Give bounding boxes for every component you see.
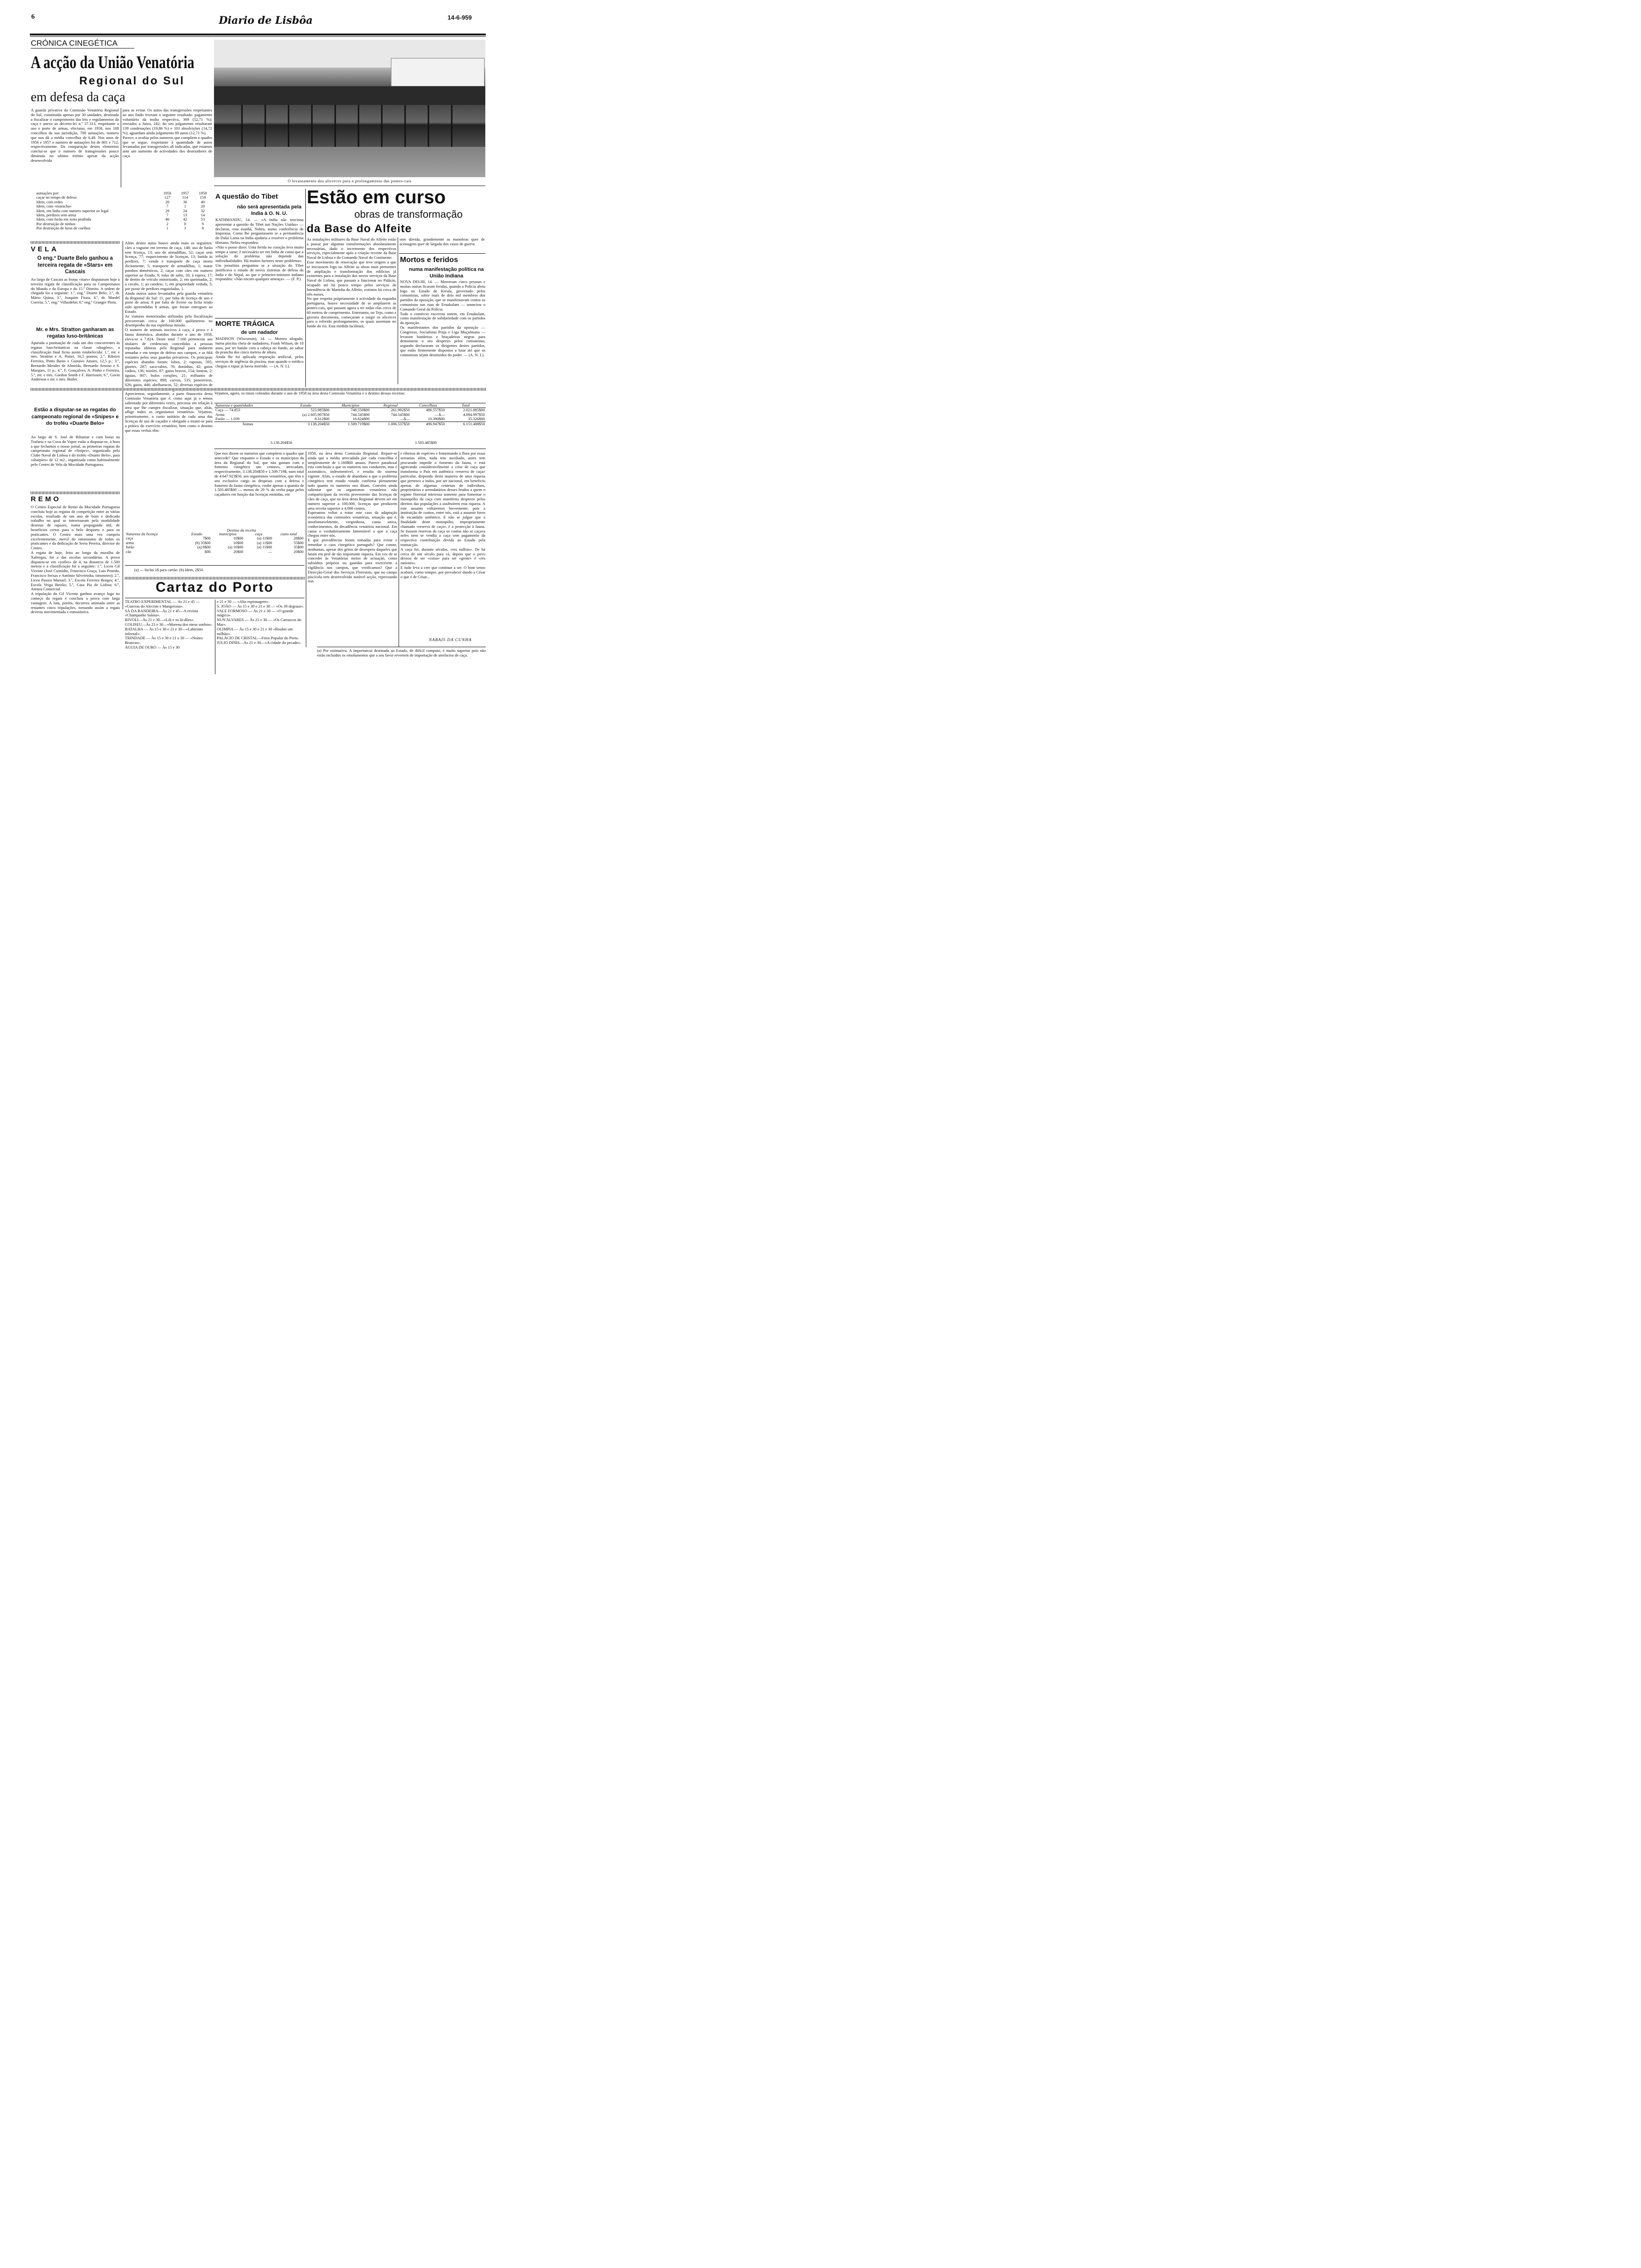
- cell: Idem, em linha com numero superior ao legal: [36, 208, 109, 213]
- footnote: (a) Por estimativa. A importancia destinada ao Estado, de difícil computo, é muito superior pois não estão incluidos os emolumentos que a seu favor revertem de importação de artefactos de caça.: [317, 649, 486, 657]
- cell: 7$00: [202, 536, 211, 541]
- cell: (a) 11$00: [257, 545, 272, 550]
- cell: Municipios: [341, 403, 359, 408]
- cell: 35$00: [293, 545, 303, 550]
- cell: 20: [200, 204, 205, 209]
- cartaz-title: Cartaz do Porto: [155, 580, 274, 595]
- mortos-subhead: numa manifestação política na União Indiana: [409, 267, 484, 279]
- cell: 1957: [181, 191, 189, 195]
- cell: 20$00: [233, 549, 243, 554]
- cell: —$—: [434, 412, 445, 417]
- spacer: [132, 466, 216, 522]
- cell: —: [268, 549, 272, 554]
- morte-subhead: de um nadador: [241, 330, 278, 335]
- cell: 42: [183, 217, 187, 222]
- tibet-headline: A questão do Tibet: [215, 193, 278, 201]
- cell: 1956: [163, 191, 172, 195]
- cell: 7: [166, 204, 169, 209]
- cell: Por destruição de ninhos: [36, 221, 76, 226]
- cell: Idem, perdizes sem arma: [36, 213, 76, 218]
- cartaz-col2: e 21 e 30 — «Alta espionagem». S. JOÃO — Às 15 e 30 e 21 e 30 — «Os 39 degraus». VALE FORMOSO — Às 21 e 30 — «O grande mágico». NUN'ÁLVARES — Às 21 e 30 — «Os Carrascos do Mar». OLIMPIA — Às 15 e 30 e 21 e 30 «Roubei um milhão». PALÁCIO DE CRISTAL—Feira Popular do Porto. JULIO DINIS—Às 21 e 30—«A cidade do pecado».: [217, 600, 304, 645]
- cell: 9: [201, 221, 204, 226]
- cell: 744.545$00: [351, 412, 370, 417]
- cell: autuações por:: [36, 191, 60, 195]
- cell: 10$00: [233, 536, 243, 541]
- tibet-body: KATHMANDU, 14. — «A India não tenciona apresentar a questão do Tibet nas Nações Unidas» — declarou, esta manhã, Nehru, numa conferência de Imprensa. Como lhe perguntassem se a permanência do Dalai Lama na India ajudaria a resolver o problema tibetano, Nehru respondeu: «Não o posso dizer. Uma ferida no coração leva muito tempo a sarar; é necessário ter em linha de conta que a solução do problema não depende das individualidades. Há muitos factores neste problema». Um jornalista perguntou se a situação do Tibet justificava o estudo de novos sistemas de defesa da India e do Nepal, ao que o primeiro-ministro indiano respondeu: «Não encaro qualquer ameaça». — (F. P.).: [215, 218, 303, 282]
- section-vela: VELA: [31, 245, 59, 253]
- cell: 10.390$00: [427, 416, 445, 422]
- section-remo: REMO: [31, 495, 61, 503]
- cell: 486.557$50: [426, 408, 445, 413]
- page-date: 14-6-959: [448, 14, 472, 21]
- cell: Natureza e quantidades: [215, 403, 253, 408]
- cell: Furão — 1.039: [215, 416, 240, 422]
- table-row: [214, 413, 486, 417]
- cell: 40: [200, 199, 205, 204]
- vela-headline-3: Estão a disputar-se as regatas do campeonato regional de «Snipes» e do troféu «Duarte Belo»: [31, 407, 119, 426]
- table-row: [125, 532, 304, 536]
- photo-caption: O levantamento dos alicerces para o prolongamento das pontes-cais: [288, 179, 412, 183]
- cell: Total: [462, 403, 470, 408]
- headline-3: em defesa da caça: [31, 90, 125, 104]
- cell: 127: [164, 195, 171, 200]
- alfeite-col1: As instalações militares da Base Naval do Alfeite estão a passar por algumas transformações absolutamente necessárias, dado o incremento dos respectivos serviços, especialmente após a criação recente da Base Naval de Lisboa e do Comando Naval do Continente. Esse movimento de renovação que teve origem a que se iniciassem logo no Alfeite as obras mais prementes de ampliação e transformação dos edifícios já existentes para a instalação dos novos serviços da Base Naval de Lisboa, que passam a funcionar no Palácio, ocupado até há pouco tempo pelos serviços da Intendência de Marinha do Alfeite, extintos há cerca de três meses. No que respeita pròpriamente à actividade da esquadra portuguesa, houve necessidade de se ampliarem as pontes-cais, que passam agora a ter todas elas cerca de 60 metros de comprimento. Entretanto, no Tejo, como a gravura documenta, começaram a surgir os alicerces para o referido prolongamento, os quais assentam no fundo do rio. Esta medida facilitará,: [307, 237, 396, 329]
- cell: furão: [126, 545, 134, 550]
- cell: 13: [183, 213, 187, 218]
- table-row: [125, 545, 304, 549]
- cell: 1: [166, 226, 169, 231]
- cell: 55$00: [293, 540, 303, 545]
- cell: Regional: [383, 403, 398, 408]
- table-row: [125, 550, 304, 554]
- cronica-col-e: e ribeiras de espécies e fomentando a flora por essas serranias além, nada tem auxiliado, antes tem procurado impedir o fomento da fauna, e está agravando consideravelmente a crise de caça que transforma o País em autêntica «reserva de caça» particular, dispondo desta maneira de uma riqueza que pertence a todos, por ser nacional, em beneficio apenas de algumas centenas de individuos, proprietários e arrendatários desses feudos a quem o regime florestal interessa somente para fomentar o monopólio da caça com manifesto desprezo pelos direitos das populações a usufruírem esta riqueza. A este assunto voltaremos brevemente, pois a instituição de coutos, entre nós, está a assumir foros de escandalo autêntico. E não se julgue que a finalidade deste monopólio, impropriamente chamado «reserva de caça», é a protecção à fauna. Se fossem reservas de caça os coutos não se caçava neles nem se vendia a caça sem pagamento da respectiva contribuição devida ao Estado pela transacção. A caça foi, durante séculos, «res nullius». De há cerca de um século para cá, depois que o povo deixou de ser «coisa» para ser «gente» é «res nationis». E tudo leva a crer que continue a ser. O bom senso acabará, como sempre, por prevalecer dando a César o que é de César...: [400, 451, 485, 579]
- table-row: [125, 541, 304, 545]
- autuacoes-table: [35, 191, 212, 231]
- cronica-col1: A guarda privativa da Comissão Venatória Regional do Sul, constituida apenas por 30 unidades, destinada a fiscalizar o cumprimento das leis e regulamentos da caça e anexo ao decreto-lei n.º 37.313, respeitante a uso e porte de armas, efectuou, em 1958, nos 108 concelhos da sua jurisdição, 700 autuações, numero que nos dá a média concelhia de 6,48. Nos anos de 1956 e 1957 o numero de autuações foi de 801 e 712, respectivamente. Da comparação destes elementos conclui-se que o numero de transgressões pouco diminuiu no ultimo triénio apesar da acção desenvolvida: [31, 108, 119, 163]
- cell: 29: [165, 208, 170, 213]
- mortos-body: NOVA DELHI, 14. — Morreram cinco pessoas e muitas outras ficaram feridas, quando a Polícia abriu fogo no Estado de Kerala, governado pelos comunistas, sobre mais de dois mil membros dos partidos da oposição, que se manifestavam contra os comunistas nas ruas de Ernakulam — anunciou o Comando Geral da Polícia. Todo o comércio encerrou ontem, em Ernakulam, como manifestação de solidariedade com os partidos da oposição. Os manifestantes dos partidos da oposição — Congresso, Socialistas Praja e Liga Muçulmana — levaram bandeiras e braçadeiras negras para demonstrar o seu desprezo pelos comunistas, segundo declararam os dirigentes destes partidos, que estão firmemente dispostos a lutar até que os comunistas sejam destituidos do poder. — (A. N. I.).: [400, 280, 485, 357]
- cell: custo total: [280, 532, 297, 536]
- cell: caçar no tempo de defeso: [36, 195, 77, 200]
- remo-body: O Centro Especial de Remo da Mocidade Portuguesa concluiu hoje as regatas de competição entre as várias escolas, resultado de um ano de bom e dedicado trabalho no qual se interessaram pela modalidade dezenas de rapazes, numa propaganda útil, de beneficios certos para o belo desporto e para os praticantes. O Centro mais uma vez cumpriu excelentemente, mercê do entusiasmo de todos os praticantes e da dedicação de Serra Pereira, director do Centro. A regata de hoje, feita ao longo da muralha de Xabregas, foi a das escolas secundárias. A prova disputou-se em «yolles» de 4, na distancia de 1.500 metros e a classificação foi a seguinte: 1.º, Liceu Gil Vicente (José Custódio, Francisco Graça, Luis Penedo, Francisco Seixas e António Silveirinha, timoneiro); 2.º, Liceu Passos Manuel; 3.º, Escola Ferreira Borges; 4.º, Escola Veiga Beirão; 5.º, Casa Pia de Lisboa; 6.º, Ateneu Comercial. A tripulação do Gil Vicente ganhou avanço logo no começo da regata e concluiu a prova com larga vantagem. A luta, porém, decorreu animada entre as restantes cinco tripulações, tornando assim a regata deveras movimentada e entusiástica.: [31, 505, 120, 615]
- table-row: [214, 408, 486, 413]
- cell: Estado: [300, 403, 311, 408]
- cell: Idem, com furão em zona proibida: [36, 217, 91, 222]
- cell: Arma: [215, 412, 225, 417]
- cell: 46: [165, 217, 170, 222]
- cell: 14: [200, 213, 205, 218]
- headline: A acção da União Venatória: [31, 53, 194, 72]
- cell: (b) 35$00: [195, 540, 211, 545]
- morte-headline: MORTE TRÁGICA: [215, 320, 275, 328]
- vela-body-3: Ao largo de S. José de Ribamar e com boias na Trafaria e na Cova do Vapor estão a disputar-se, à hora a que fechamos o nosso jornal, as primeiras regatas do campeonato regional de «Snipes», organizado pelo Clube Naval de Lisboa e do troféu «Duarte Belo», para «sharpies» de 12 m2., organizada como habitualmente pelo Centro de Vela da Mocidade Portuguesa.: [31, 435, 120, 467]
- divider: [31, 241, 120, 244]
- cell: (a) 16$00: [228, 545, 243, 550]
- masthead-title: Diario de Lisbôa: [219, 14, 313, 27]
- alfeite-col2: sem dúvida, grandemente as manobras quer de acostagem quer de largada dos vasos de guerra.: [400, 237, 485, 246]
- pier-image: [214, 40, 485, 177]
- divider: [31, 491, 120, 494]
- cell: Estado: [191, 532, 202, 536]
- vela-headline-2: Mr. e Mrs. Stratton ganharam as regatas luso-britânicas: [36, 327, 114, 339]
- table-row: [214, 403, 486, 408]
- cell: 20$00: [293, 549, 303, 554]
- page-number: 6: [31, 13, 35, 21]
- section-kicker: CRÓNICA CINEGÉTICA: [31, 39, 118, 48]
- license-note: (a) — Inclui 1$ para cartão. (b) Idem, 2$50.: [134, 567, 204, 572]
- cell: 32: [200, 208, 205, 213]
- cell: Concelhias: [419, 403, 437, 408]
- cell: 748.550$00: [351, 408, 370, 413]
- cell: 523.985$00: [310, 408, 330, 413]
- cell: 8.312$00: [314, 416, 330, 422]
- cell: (a) 11$00: [257, 540, 272, 545]
- vela-body-2: Apurada a pontuação de cada um dos concorrentes às regatas luso-britanicas na classe «dragões», a classificação final ficou assim estabelecida: 1.º, mr. e mrs. Stratton e A. Potier, 16,5 pontos; 2.º, Ribeiro Ferreira, Pinto Basto e Gustavo Amaro, 12,5 p.; 3.º, Bernardo Mendes de Almeida, Bernardo Arnoso e S. Marques, 11 p.; 4.º, F. Gonçalves, A. Pinho e Ferreira, 5.º, mr. e mrs. Gordon Smith e F. Harrisson; 6.º, Gavin Anderson e mr. e mrs. Butler.: [31, 341, 120, 382]
- cell: 7: [166, 213, 169, 218]
- cell: cão: [126, 549, 131, 554]
- table-row: [214, 422, 486, 426]
- rule: [399, 253, 485, 254]
- cell: 2: [166, 221, 169, 226]
- cell: 1.006.537$50: [388, 421, 410, 426]
- cell: Por destruição de luras de coelhos: [36, 226, 90, 231]
- cell: 496.947$50: [426, 421, 445, 426]
- cell: 158: [200, 195, 206, 200]
- table-row: [125, 536, 304, 540]
- cell: (a) 2.605.907$50: [302, 412, 330, 417]
- cell: Somas: [242, 421, 253, 426]
- cronica-col-c: Que nos dizem os numeros que compõem o quadro que antecede? Que enquanto o Estado e os municípios da área da Regional do Sul, que não gastam com o fomento cinegético um centavo, arrecadam, respectivamente, 3.138.204$50 e 1.509.719$, num total de 4.647.923$50, aos organismos venatórios, que têm o seu exclusivo cargo as despesas com a defesa e fomento da fauna cinegética, coube apenas a quantia de 1.503.485$00 — menos de 20 % da verba paga pelos caçadores em função das licenças emitidas, em: [214, 451, 304, 497]
- cell: 20: [165, 199, 170, 204]
- cell: 114: [182, 195, 188, 200]
- morte-body: MADISON (Wisconsin), 14. — Morreu afogado, numa piscina cheia de nadadores, Frank Wilson, de 18 anos, por ter batido com a cabeça no fundo, ao saltar da prancha dos cinco metros de altura. Ainda lhe foi aplicada respiração artificial, pelos serviços de urgência da piscina, mas quando o médico chegou o rapaz já havia morrido. — (A. N. I.).: [215, 337, 303, 368]
- masthead-rule: [30, 34, 486, 35]
- cell: 16.624$00: [352, 416, 370, 422]
- cell: Caça — 74.853: [215, 408, 241, 413]
- fin-intro: Vejamos, agora, os totais cobrados durante o ano de 1958 na área desta Comissão Venatória e o destino dessas receitas:: [214, 391, 406, 395]
- cell: $00: [204, 549, 211, 554]
- harbour-photo: [214, 40, 485, 177]
- vela-body-1: Ao largo de Cascais as frotas «stars» disputaram hoje a terceira regata de classificação para os Campeonatos do Mundo e da Europa e do 15.º Distrito. A ordem de chegada foi a seguinte: 1.º, eng.º Duarte Belo; 2.º, dr. Mário Quina; 3.º, Joaquim Fiuza; 4.º, dr. Mardel Correia; 5.º, eng.º Villardebó; 6.º eng.º Granger Pinto.: [31, 277, 120, 304]
- cell: (a) 8$00: [197, 545, 211, 550]
- table-row: [35, 226, 212, 230]
- cell: caça: [126, 536, 133, 541]
- cell: Idem, com «maracha»: [36, 204, 72, 209]
- cronica-col2: para as evitar. Os autos das transgressões respeitantes ao ano findo tiveram o seguinte resultado: pagamento voluntário da multa respectiva, 369 (52,71 %); enviados a Juizo, 242; do seu julgamento resultaram 139 condenações (19,86 %) e 103 absolvições (14,72 %); aguardam ainda julgamento 89 autos (12,71 %). Parece, a avaliar pelos numeros que compõem o quadro que se segue, respeitante à quantidade de autos levantados por transgressões ali indicadas, que estamos ante um aumento de actividades dos destruidores de caça.: [123, 108, 212, 158]
- table-row: [214, 417, 486, 422]
- cell: arma: [126, 540, 134, 545]
- cartaz-col1: TEATRO EXPERIMENTAL — Às 21 e 45 — «Guerras do Alecrim e Mangerona». SÁ DA BANDEIRA—Às 21 e 45—A revista «Champanhe Saloio». RIVOLI—Às 21 e 30—«Lili e os lá-dões». COLISEU—Às 21 e 30—«Morena dos meus sonhos». BATALHA — Às 15 e 30 e 21 e 30—«Labirinto infernal». TRINDADE — Às 15 e 30 e 21 e 30 — «Noites Brancas». ÁGUIA DE OURO — Às 15 e 30: [125, 600, 213, 650]
- cell: 1: [184, 204, 186, 209]
- vela-headline-1: O eng.º Duarte Belo ganhou a terceira regata de «Stars» em Cascais: [37, 256, 113, 275]
- rule: [125, 565, 304, 566]
- cell: caça: [255, 532, 262, 536]
- cell: 261.992$50: [391, 408, 410, 413]
- cell: 35.326$00: [468, 416, 485, 422]
- cell: 53: [200, 217, 205, 222]
- cronica-col-b: Além destes autos houve ainda mais os seguintes: cães a vaguear em terreno de caça, 148; uso de furão sem licença, 13; uso de armadilhas, 52; caçar sem licença, 77; esquecimento de licenças, 13; batida às perdizes, 7; venda e transporte de caça morta ilicitamente, 5; transporte de armadilhas, 1; matar pombos domésticos, 2; caçar com cães em numero superior ao fixado, 9; rolas de salto, 10; à espera, 17; de dentro de veículo motorizado, 2; em queimadas, 2; a cavalo, 1; ao candeio, 1; em propriedade vedada, 5; por posse de perdizes engaioladas, 1. Ainda outros autos levantados pela guarda venatória da Regional do Sul: 11, por falta de licença de uso e porte de arma; 8 por falta de livrete ou ficha tendo sido apreendidas 8 armas, que foram entregues ao Estado. As viaturas motorizadas utilizadas pela fiscalização percorreram cerca de 160.000 quilómetros no desempenho da sua espinhosa missão. O numero de animais nocivos à caça, à pesca e à fauna doméstica, abatidos durante o ano de 1958, eleva-se a 7.824. Deste total 7.160 pertencem aos titulares de credenciais concedidas a pessoas reputadas idóneas pela Regional para andarem armadas e em tempo de defeso nos campos, e as 664 restantes pelos seus guardas privativos. Os principais espécies abatidos foram: lobos, 2; raposas, 595; ginetes, 287; saca-rabos, 76; doninhas, 42; gatos vadios, 136; toirões, 87; gatos bravos, 154; lontras, 2; águias, 807; bufos corujões, 21; milhanos de diferentes espécies, 890; corvos, 535; peneireiros, 626; gaios, 446; abelharucos, 52; diversas espécies de Apreciemos, seguidamente, a parte financeira desta Comissão Venatória que é, como aqui já o temos salientado por diferentes vezes, preciosa em relação à área que lhe cumpre fiscalizar, situação que, aliás, aflige todos os organismos venatórios. Vejamos, primeiramente, o custo unitário de cada uma das licenças de uso de caçador e obrigado a munir-se para a prática do exercício venatório, bem como o destino que essas verbas têm:: [125, 241, 213, 433]
- divider: [31, 388, 486, 391]
- cell: 8: [184, 221, 186, 226]
- cell: Idem, com redes: [36, 199, 63, 204]
- alfeite-headline: Estão em curso: [307, 187, 446, 207]
- masthead-rule-thin: [30, 36, 486, 37]
- cronica-col-d: 1958, na área desta Comissão Regional. Repare-se ainda que a média arrecadada por cada concelhia é simplesmente de 1.160$00 anuais. Parece paradoxal esta conclusão a que os numeros nos conduzem, mas é axiomático, indesmentível, e resulta do sistema vigente. Aliás, o estado de abandono a que o problema cinegético tem estado votado confirma plenamente tudo quanto os numeros nos ditam. Convém ainda salientar que os organismos venatórios não comparticipam da receita proveniente das licenças de cães de caça, que na área desta Regional devem ser em numero superior a 100.000, licenças que produzem uma receita superior a 4.000 contos. Esperamos voltar a tratar este caso da adaptação económica das comissões venatórias, situação que é, insofismavelmente, vergonhosa, causa unica, conhecimentos, da decadência venatória nacional. Em causa o verdadeiramente lamentável a que a caça chegou entre nós. E que providências foram tomadas para evitar e remediar o caos cinegético português? Que conste, nenhumas, apesar dos gritos de desespero daqueles que lutam em prol de tão importante riqueza. Em vez de se conceder às Venatórias meios de actuação, como subsídios próprios ou guardas para exercerem a vigilância nos campos, que verificamos? Que a Direcção-Geral dos Serviços Florestais, que no campo piscícola tem desenvolvido notável acção, repovoando rios: [308, 451, 397, 584]
- finance-table: [214, 403, 486, 445]
- alfeite-subhead: obras de transformação: [354, 208, 463, 220]
- cell: 744.545$00: [391, 412, 410, 417]
- cell: 4.094.997$50: [463, 412, 485, 417]
- fin-subtotal-a: 3.138.204$50: [270, 440, 292, 445]
- cell: 24: [183, 208, 187, 213]
- cell: —$—: [400, 416, 410, 422]
- cell: 36: [183, 199, 187, 204]
- column-rule: [305, 189, 306, 387]
- fin-subtotal-b: 1.503.485$00: [415, 440, 437, 445]
- cell: Natureza da licença: [126, 532, 158, 536]
- cell: municipios: [219, 532, 237, 536]
- cell: 3.138.204$50: [307, 421, 330, 426]
- cell: 8: [201, 226, 204, 231]
- author-signature: NABAIS DA CUNHA: [429, 637, 472, 642]
- cell: 10$00: [233, 540, 243, 545]
- cell: 1.509.719$00: [347, 421, 370, 426]
- cell: 2.021.085$00: [463, 408, 485, 413]
- headline-2: Regional do Sul: [79, 75, 185, 87]
- alfeite-subhead-2: da Base do Alfeite: [307, 222, 412, 235]
- cell: 6.151.408$50: [463, 421, 485, 426]
- cell: 1958: [199, 191, 207, 195]
- cell: 28$00: [293, 536, 303, 541]
- license-table-heading: Destino da receita: [227, 528, 256, 532]
- cell: (a) 11$00: [257, 536, 272, 541]
- mortos-headline: Mortos e feridos: [400, 256, 458, 264]
- tibet-subhead: não será apresentada pela India à O. N. U.: [237, 204, 302, 216]
- cell: 3: [184, 226, 186, 231]
